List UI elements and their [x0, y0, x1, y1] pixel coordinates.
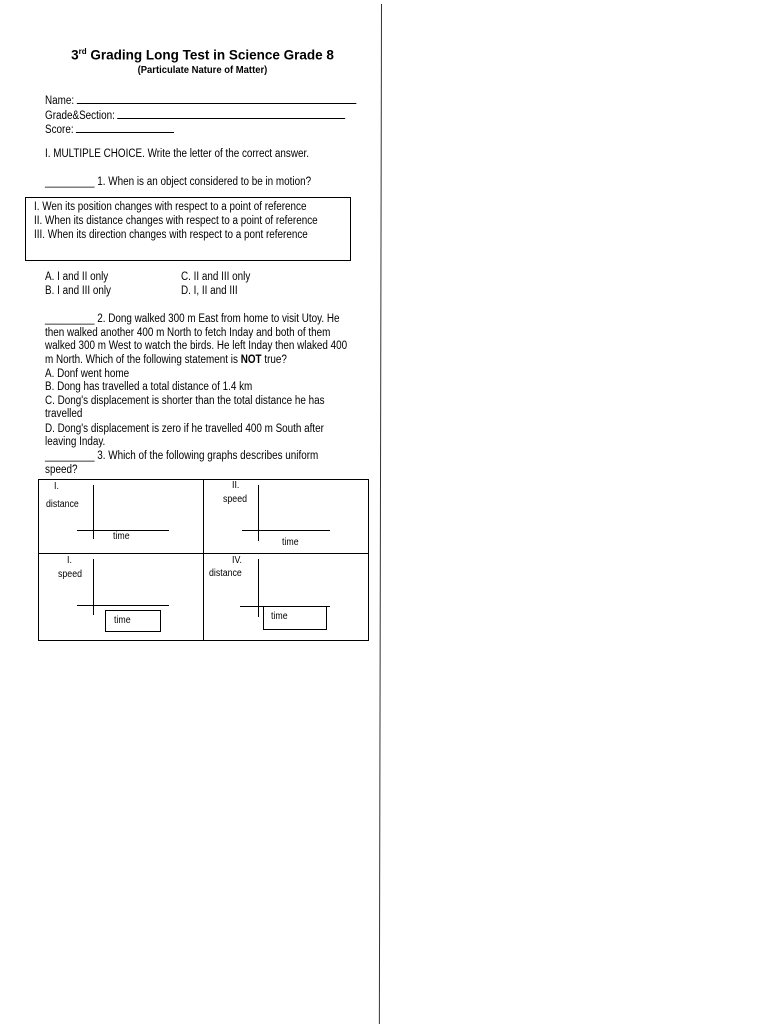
question-3-line: _________ 3. Which of the following graphs describes uniform: [45, 450, 319, 462]
q1-choice-c[interactable]: C. II and III only: [181, 271, 251, 283]
question-2-line: then walked another 400 m North to fetch Inday and both of them: [45, 327, 331, 339]
graph-x-label: time: [114, 615, 131, 626]
q1-statement: I. Wen its position changes with respect to a point of reference: [34, 201, 307, 213]
score-blank[interactable]: [76, 120, 174, 133]
graph-x-axis: [242, 530, 330, 531]
graph-options-table: [38, 479, 369, 641]
grade-section-blank[interactable]: [118, 106, 346, 119]
q2-choice-c-continued: travelled: [45, 408, 83, 420]
table-divider-vertical: [203, 480, 204, 640]
score-label: Score:: [45, 124, 74, 136]
graph-numeral: IV.: [232, 555, 242, 566]
question-1-text: 1. When is an object considered to be in motion?: [94, 176, 312, 188]
emphasis-not: NOT: [240, 354, 262, 366]
graph-numeral: I.: [54, 481, 59, 492]
page-title: [0, 47, 405, 63]
graph-y-label: distance: [209, 568, 242, 579]
question-2-text: m North. Which of the following statement is: [45, 354, 241, 366]
title-ordinal: 3: [71, 47, 79, 63]
q1-statement: III. When its direction changes with respect to a pont reference: [34, 229, 308, 241]
q2-choice-d-continued: leaving Inday.: [45, 436, 106, 448]
q1-choice-b[interactable]: B. I and III only: [45, 285, 111, 297]
q1-choice-d[interactable]: D. I, II and III: [181, 285, 238, 297]
q1-choice-a[interactable]: A. I and II only: [45, 271, 109, 283]
answer-blank-1[interactable]: _________: [45, 176, 95, 188]
q2-choice-c[interactable]: C. Dong's displacement is shorter than the total distance he has: [45, 395, 325, 407]
question-2-text-end: true?: [261, 354, 287, 366]
graph-y-label: speed: [58, 569, 82, 580]
graph-y-label: speed: [223, 494, 247, 505]
q2-choice-d[interactable]: D. Dong's displacement is zero if he travelled 400 m South after: [45, 423, 324, 435]
graph-numeral: II.: [232, 480, 240, 491]
graph-x-axis: [77, 605, 169, 606]
q1-statement: II. When its distance changes with respect to a point of reference: [34, 215, 318, 227]
question-3-line: speed?: [45, 464, 78, 476]
title-text: Grading Long Test in Science Grade 8: [86, 47, 334, 63]
question-2-line: walked 300 m West to watch the birds. He left Inday then wlaked 400: [45, 340, 348, 352]
title-superscript: rd: [78, 47, 87, 56]
graph-y-label: distance: [46, 499, 79, 510]
section-instructions: I. MULTIPLE CHOICE. Write the letter of the correct answer.: [45, 148, 310, 160]
table-divider-horizontal: [39, 553, 368, 554]
grade-section-label: Grade&Section:: [45, 110, 115, 122]
graph-x-label: time: [113, 531, 130, 542]
q2-choice-a[interactable]: A. Donf went home: [45, 368, 130, 380]
score-field: [45, 120, 174, 138]
q2-choice-b[interactable]: B. Dong has travelled a total distance of 1.4 km: [45, 381, 253, 393]
graph-y-axis: [258, 559, 259, 617]
page-divider-line: [379, 4, 382, 1024]
question-2-line: _________ 2. Dong walked 300 m East from home to visit Utoy. He: [45, 313, 340, 325]
question-2-line: [45, 354, 287, 368]
question-1: [45, 176, 311, 190]
graph-numeral: I.: [67, 555, 72, 566]
graph-x-label: time: [282, 537, 299, 548]
graph-y-axis: [93, 559, 94, 615]
graph-y-axis: [258, 485, 259, 541]
page-subtitle: (Particulate Nature of Matter): [137, 64, 268, 76]
name-blank[interactable]: [77, 91, 357, 104]
graph-x-label: time: [271, 611, 288, 622]
name-label: Name:: [45, 95, 75, 107]
